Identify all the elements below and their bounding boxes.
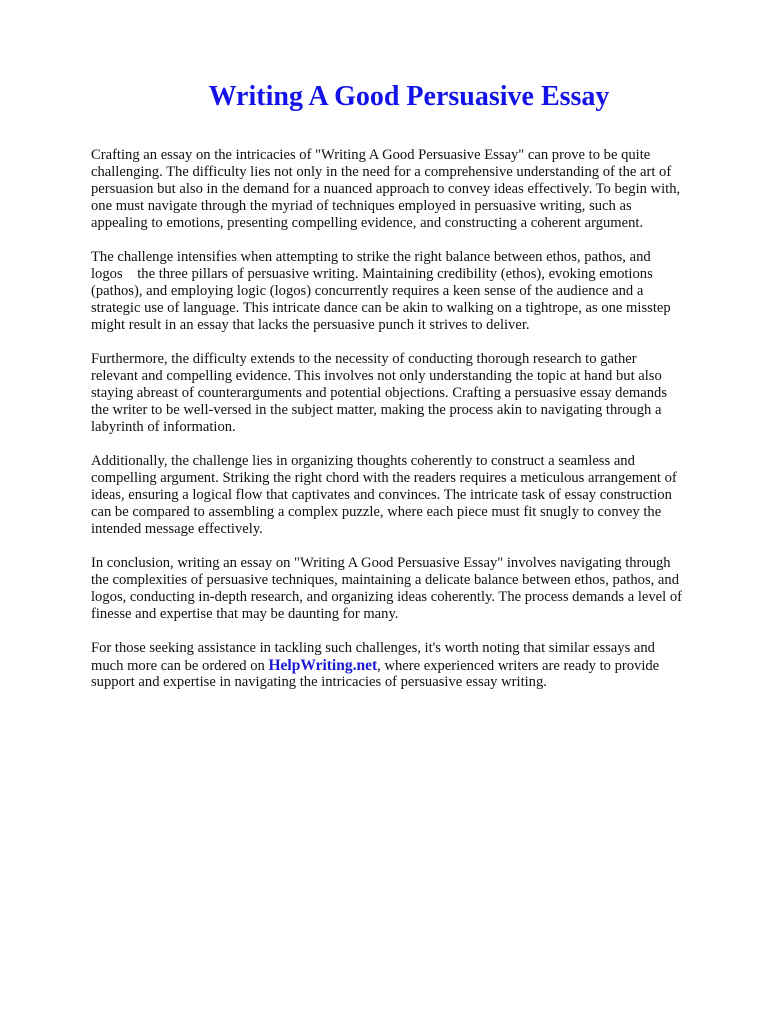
paragraph-line: appealing to emotions, presenting compelling evidence, and constructing a coherent argument. <box>91 215 644 231</box>
paragraph-line: logos the three pillars of persuasive writing. Maintaining credibility (ethos), evoking emotions <box>91 266 653 282</box>
paragraph-line: (pathos), and employing logic (logos) concurrently requires a keen sense of the audience and a <box>91 283 644 299</box>
paragraph-line: intended message effectively. <box>91 521 263 537</box>
paragraph-line: staying abreast of counterarguments and potential objections. Crafting a persuasive essay demands <box>91 385 668 401</box>
document-body <box>91 147 731 708</box>
paragraph-line: persuasion but also in the demand for a nuanced approach to convey ideas effectively. To begin with, <box>91 181 681 197</box>
paragraph-closing <box>91 640 731 691</box>
paragraph-line: relevant and compelling evidence. This involves not only understanding the topic at hand but also <box>91 368 662 384</box>
paragraph-line: Furthermore, the difficulty extends to the necessity of conducting thorough research to gather <box>91 351 637 367</box>
paragraph-line: In conclusion, writing an essay on "Writing A Good Persuasive Essay" involves navigating through <box>91 555 671 571</box>
closing-text-before-link: much more can be ordered on <box>91 658 269 674</box>
paragraph-line: Crafting an essay on the intricacies of "Writing A Good Persuasive Essay" can prove to be quite <box>91 147 651 163</box>
paragraph-line: Additionally, the challenge lies in organizing thoughts coherently to construct a seamless and <box>91 453 635 469</box>
paragraph-line: can be compared to assembling a complex puzzle, where each piece must fit snugly to convey the <box>91 504 662 520</box>
paragraph-line: finesse and expertise that may be daunting for many. <box>91 606 399 622</box>
paragraph-line: the complexities of persuasive techniques, maintaining a delicate balance between ethos, pathos, and <box>91 572 680 588</box>
paragraph-3 <box>91 351 731 436</box>
paragraph-5 <box>91 555 731 623</box>
paragraph-line: support and expertise in navigating the intricacies of persuasive essay writing. <box>91 674 547 690</box>
paragraph-line: one must navigate through the myriad of techniques employed in persuasive writing, such as <box>91 198 632 214</box>
paragraph-line: labyrinth of information. <box>91 419 236 435</box>
helpwriting-link[interactable]: HelpWriting.net <box>268 657 378 674</box>
paragraph-line-with-link <box>91 657 731 674</box>
paragraph-2 <box>91 249 731 334</box>
paragraph-line: strategic use of language. This intricate dance can be akin to walking on a tightrope, as one misstep <box>91 300 671 316</box>
paragraph-1 <box>91 147 731 232</box>
paragraph-line: ideas, ensuring a logical flow that captivates and convinces. The intricate task of essay construction <box>91 487 672 503</box>
paragraph-line: might result in an essay that lacks the persuasive punch it strives to deliver. <box>91 317 530 333</box>
paragraph-line: The challenge intensifies when attempting to strike the right balance between ethos, pathos, and <box>91 249 651 265</box>
document-title: Writing A Good Persuasive Essay <box>208 81 610 112</box>
paragraph-line: challenging. The difficulty lies not only in the need for a comprehensive understanding of the art of <box>91 164 672 180</box>
paragraph-line: compelling argument. Striking the right chord with the readers requires a meticulous arrangement of <box>91 470 677 486</box>
paragraph-line: the writer to be well-versed in the subject matter, making the process akin to navigating through a <box>91 402 662 418</box>
closing-text-after-link: , where experienced writers are ready to provide <box>377 658 660 674</box>
paragraph-line: logos, conducting in-depth research, and organizing ideas coherently. The process demands a level of <box>91 589 682 605</box>
paragraph-4 <box>91 453 731 538</box>
paragraph-line: For those seeking assistance in tackling such challenges, it's worth noting that similar essays and <box>91 640 655 656</box>
